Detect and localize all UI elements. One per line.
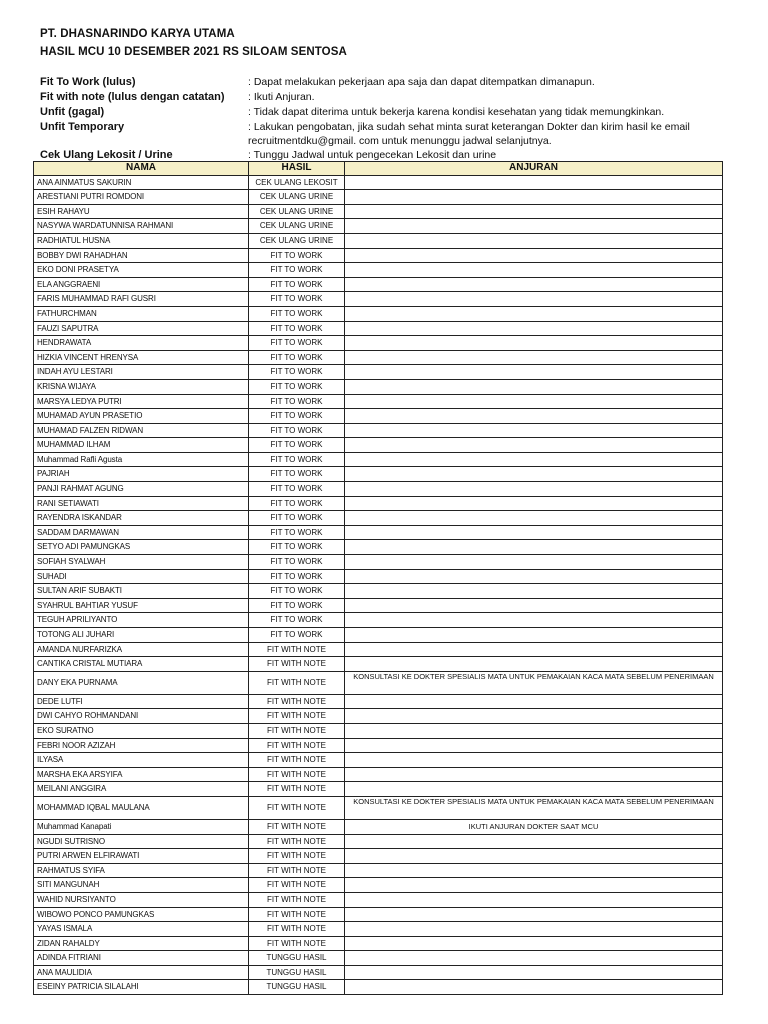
- advice-cell: [345, 849, 723, 864]
- name-cell: TEGUH APRILIYANTO: [34, 613, 249, 628]
- advice-cell: [345, 336, 723, 351]
- result-cell: CEK ULANG URINE: [249, 233, 345, 248]
- advice-cell: [345, 175, 723, 190]
- name-cell: Muhammad Kanapati: [34, 819, 249, 834]
- advice-cell: [345, 248, 723, 263]
- result-cell: FIT WITH NOTE: [249, 834, 345, 849]
- table-row: [34, 511, 723, 526]
- table-row: [34, 849, 723, 864]
- table-row: [34, 190, 723, 205]
- table-row: [34, 922, 723, 937]
- table-row: [34, 892, 723, 907]
- table-row: [34, 496, 723, 511]
- result-cell: FIT WITH NOTE: [249, 819, 345, 834]
- result-cell: FIT WITH NOTE: [249, 738, 345, 753]
- result-cell: FIT WITH NOTE: [249, 753, 345, 768]
- table-row: [34, 540, 723, 555]
- table-row: [34, 980, 723, 995]
- advice-cell: [345, 863, 723, 878]
- result-cell: FIT WITH NOTE: [249, 907, 345, 922]
- table-header-row: [34, 162, 723, 176]
- table-row: [34, 628, 723, 643]
- advice-cell: [345, 723, 723, 738]
- result-cell: FIT WITH NOTE: [249, 642, 345, 657]
- advice-cell: [345, 204, 723, 219]
- table-row: [34, 657, 723, 672]
- result-cell: FIT WITH NOTE: [249, 782, 345, 797]
- table-row: [34, 694, 723, 709]
- advice-cell: [345, 219, 723, 234]
- name-cell: NGUDI SUTRISNO: [34, 834, 249, 849]
- result-cell: FIT TO WORK: [249, 277, 345, 292]
- result-cell: FIT TO WORK: [249, 628, 345, 643]
- advice-cell: [345, 965, 723, 980]
- advice-cell: [345, 642, 723, 657]
- legend-desc-unfit-temp-cont: recruitmentdku@gmail. com untuk menunggu jadwal selanjutnya.: [248, 135, 552, 147]
- table-row: [34, 219, 723, 234]
- table-row: [34, 598, 723, 613]
- name-cell: WAHID NURSIYANTO: [34, 892, 249, 907]
- table-row: [34, 671, 723, 694]
- advice-cell: [345, 613, 723, 628]
- name-cell: EKO DONI PRASETYA: [34, 263, 249, 278]
- table-row: [34, 423, 723, 438]
- name-cell: FARIS MUHAMMAD RAFI GUSRI: [34, 292, 249, 307]
- advice-cell: [345, 525, 723, 540]
- result-cell: FIT WITH NOTE: [249, 723, 345, 738]
- table-row: [34, 767, 723, 782]
- name-cell: ESIH RAHAYU: [34, 204, 249, 219]
- name-cell: DANY EKA PURNAMA: [34, 671, 249, 694]
- name-cell: WIBOWO PONCO PAMUNGKAS: [34, 907, 249, 922]
- result-cell: FIT TO WORK: [249, 423, 345, 438]
- table-row: [34, 248, 723, 263]
- name-cell: FATHURCHMAN: [34, 306, 249, 321]
- result-cell: FIT TO WORK: [249, 511, 345, 526]
- table-row: [34, 467, 723, 482]
- name-cell: MUHAMMAD ILHAM: [34, 438, 249, 453]
- advice-cell: [345, 467, 723, 482]
- advice-cell: [345, 438, 723, 453]
- advice-cell: [345, 452, 723, 467]
- name-cell: SOFIAH SYALWAH: [34, 555, 249, 570]
- name-cell: ESEINY PATRICIA SILALAHI: [34, 980, 249, 995]
- name-cell: RAYENDRA ISKANDAR: [34, 511, 249, 526]
- table-row: [34, 175, 723, 190]
- advice-cell: [345, 980, 723, 995]
- result-cell: FIT WITH NOTE: [249, 671, 345, 694]
- result-cell: FIT WITH NOTE: [249, 936, 345, 951]
- table-row: [34, 233, 723, 248]
- name-cell: DWI CAHYO ROHMANDANI: [34, 709, 249, 724]
- result-cell: FIT TO WORK: [249, 263, 345, 278]
- result-cell: CEK ULANG URINE: [249, 204, 345, 219]
- table-row: [34, 204, 723, 219]
- column-header-hasil: HASIL: [249, 162, 345, 176]
- result-cell: FIT TO WORK: [249, 525, 345, 540]
- table-row: [34, 350, 723, 365]
- table-row: [34, 438, 723, 453]
- table-row: [34, 723, 723, 738]
- table-row: [34, 782, 723, 797]
- table-row: [34, 263, 723, 278]
- result-cell: TUNGGU HASIL: [249, 980, 345, 995]
- legend-label-fit: Fit To Work (lulus): [40, 76, 136, 88]
- table-row: [34, 379, 723, 394]
- advice-cell: KONSULTASI KE DOKTER SPESIALIS MATA UNTUK PEMAKAIAN KACA MATA SEBELUM PENERIMAAN: [345, 796, 723, 819]
- advice-cell: [345, 409, 723, 424]
- result-cell: FIT TO WORK: [249, 409, 345, 424]
- result-cell: FIT TO WORK: [249, 452, 345, 467]
- advice-cell: [345, 936, 723, 951]
- name-cell: Muhammad Rafli Agusta: [34, 452, 249, 467]
- advice-cell: IKUTI ANJURAN DOKTER SAAT MCU: [345, 819, 723, 834]
- advice-cell: [345, 782, 723, 797]
- result-cell: CEK ULANG URINE: [249, 219, 345, 234]
- name-cell: MEILANI ANGGIRA: [34, 782, 249, 797]
- table-row: [34, 569, 723, 584]
- table-row: [34, 796, 723, 819]
- name-cell: ILYASA: [34, 753, 249, 768]
- name-cell: SADDAM DARMAWAN: [34, 525, 249, 540]
- legend-desc-unfit-temp: : Lakukan pengobatan, jika sudah sehat minta surat keterangan Dokter dan kirim hasil ke email: [248, 121, 690, 133]
- name-cell: PUTRI ARWEN ELFIRAWATI: [34, 849, 249, 864]
- result-cell: CEK ULANG URINE: [249, 190, 345, 205]
- name-cell: MOHAMMAD IQBAL MAULANA: [34, 796, 249, 819]
- name-cell: DEDE LUTFI: [34, 694, 249, 709]
- advice-cell: [345, 423, 723, 438]
- company-title: PT. DHASNARINDO KARYA UTAMA: [40, 28, 235, 40]
- name-cell: YAYAS ISMALA: [34, 922, 249, 937]
- name-cell: MUHAMAD AYUN PRASETIO: [34, 409, 249, 424]
- name-cell: RANI SETIAWATI: [34, 496, 249, 511]
- advice-cell: [345, 767, 723, 782]
- table-row: [34, 452, 723, 467]
- table-row: [34, 951, 723, 966]
- result-cell: FIT TO WORK: [249, 336, 345, 351]
- advice-cell: [345, 379, 723, 394]
- legend-desc-fit-note: : Ikuti Anjuran.: [248, 91, 315, 103]
- name-cell: BOBBY DWI RAHADHAN: [34, 248, 249, 263]
- advice-cell: [345, 263, 723, 278]
- name-cell: FAUZI SAPUTRA: [34, 321, 249, 336]
- advice-cell: [345, 365, 723, 380]
- result-cell: FIT WITH NOTE: [249, 849, 345, 864]
- name-cell: KRISNA WIJAYA: [34, 379, 249, 394]
- advice-cell: [345, 628, 723, 643]
- table-row: [34, 321, 723, 336]
- result-cell: FIT TO WORK: [249, 569, 345, 584]
- result-cell: FIT TO WORK: [249, 584, 345, 599]
- result-cell: FIT WITH NOTE: [249, 709, 345, 724]
- advice-cell: [345, 321, 723, 336]
- table-row: [34, 878, 723, 893]
- table-row: [34, 753, 723, 768]
- document-subtitle: HASIL MCU 10 DESEMBER 2021 RS SILOAM SENTOSA: [40, 46, 347, 58]
- result-cell: FIT WITH NOTE: [249, 878, 345, 893]
- table-row: [34, 306, 723, 321]
- result-cell: FIT TO WORK: [249, 306, 345, 321]
- advice-cell: [345, 306, 723, 321]
- result-cell: FIT TO WORK: [249, 482, 345, 497]
- table-row: [34, 277, 723, 292]
- name-cell: MUHAMAD FALZEN RIDWAN: [34, 423, 249, 438]
- result-cell: FIT TO WORK: [249, 540, 345, 555]
- table-row: [34, 584, 723, 599]
- result-cell: FIT WITH NOTE: [249, 767, 345, 782]
- result-cell: FIT TO WORK: [249, 438, 345, 453]
- name-cell: PAJRIAH: [34, 467, 249, 482]
- name-cell: AMANDA NURFARIZKA: [34, 642, 249, 657]
- column-header-anjuran: ANJURAN: [345, 162, 723, 176]
- table-row: [34, 409, 723, 424]
- result-cell: FIT TO WORK: [249, 321, 345, 336]
- advice-cell: [345, 233, 723, 248]
- mcu-results-table: [33, 161, 723, 995]
- name-cell: CANTIKA CRISTAL MUTIARA: [34, 657, 249, 672]
- advice-cell: [345, 694, 723, 709]
- table-row: [34, 613, 723, 628]
- name-cell: ANA MAULIDIA: [34, 965, 249, 980]
- advice-cell: [345, 584, 723, 599]
- advice-cell: [345, 598, 723, 613]
- advice-cell: [345, 569, 723, 584]
- result-cell: FIT TO WORK: [249, 292, 345, 307]
- name-cell: FEBRI NOOR AZIZAH: [34, 738, 249, 753]
- name-cell: RAHMATUS SYIFA: [34, 863, 249, 878]
- advice-cell: [345, 834, 723, 849]
- result-cell: FIT WITH NOTE: [249, 922, 345, 937]
- table-row: [34, 907, 723, 922]
- advice-cell: [345, 709, 723, 724]
- advice-cell: [345, 496, 723, 511]
- name-cell: ARESTIANI PUTRI ROMDONI: [34, 190, 249, 205]
- advice-cell: [345, 922, 723, 937]
- table-row: [34, 642, 723, 657]
- name-cell: SITI MANGUNAH: [34, 878, 249, 893]
- result-cell: FIT TO WORK: [249, 379, 345, 394]
- advice-cell: [345, 738, 723, 753]
- advice-cell: [345, 907, 723, 922]
- name-cell: SETYO ADI PAMUNGKAS: [34, 540, 249, 555]
- legend-desc-cek-ulang: : Tunggu Jadwal untuk pengecekan Lekosit dan urine: [248, 149, 497, 161]
- name-cell: ADINDA FITRIANI: [34, 951, 249, 966]
- table-row: [34, 834, 723, 849]
- table-row: [34, 819, 723, 834]
- result-cell: FIT TO WORK: [249, 248, 345, 263]
- advice-cell: [345, 657, 723, 672]
- advice-cell: [345, 892, 723, 907]
- advice-cell: [345, 540, 723, 555]
- table-row: [34, 863, 723, 878]
- table-row: [34, 525, 723, 540]
- result-cell: FIT WITH NOTE: [249, 863, 345, 878]
- result-cell: FIT TO WORK: [249, 555, 345, 570]
- advice-cell: KONSULTASI KE DOKTER SPESIALIS MATA UNTUK PEMAKAIAN KACA MATA SEBELUM PENERIMAAN: [345, 671, 723, 694]
- legend-label-cek-ulang: Cek Ulang Lekosit / Urine: [40, 149, 173, 161]
- result-cell: FIT TO WORK: [249, 467, 345, 482]
- advice-cell: [345, 350, 723, 365]
- table-row: [34, 709, 723, 724]
- table-row: [34, 365, 723, 380]
- table-row: [34, 292, 723, 307]
- advice-cell: [345, 878, 723, 893]
- advice-cell: [345, 277, 723, 292]
- legend-label-fit-note: Fit with note (lulus dengan catatan): [40, 91, 225, 103]
- legend-label-unfit: Unfit (gagal): [40, 106, 105, 118]
- result-cell: FIT WITH NOTE: [249, 796, 345, 819]
- legend-desc-fit: : Dapat melakukan pekerjaan apa saja dan dapat ditempatkan dimanapun.: [248, 76, 595, 88]
- advice-cell: [345, 394, 723, 409]
- result-cell: FIT WITH NOTE: [249, 657, 345, 672]
- advice-cell: [345, 753, 723, 768]
- table-row: [34, 738, 723, 753]
- table-row: [34, 336, 723, 351]
- advice-cell: [345, 555, 723, 570]
- name-cell: TOTONG ALI JUHARI: [34, 628, 249, 643]
- name-cell: SYAHRUL BAHTIAR YUSUF: [34, 598, 249, 613]
- table-row: [34, 555, 723, 570]
- name-cell: INDAH AYU LESTARI: [34, 365, 249, 380]
- result-cell: FIT TO WORK: [249, 365, 345, 380]
- advice-cell: [345, 292, 723, 307]
- table-row: [34, 482, 723, 497]
- legend-desc-unfit: : Tidak dapat diterima untuk bekerja karena kondisi kesehatan yang tidak memungkinkan.: [248, 106, 665, 118]
- name-cell: HENDRAWATA: [34, 336, 249, 351]
- table-row: [34, 936, 723, 951]
- name-cell: HIZKIA VINCENT HRENYSA: [34, 350, 249, 365]
- name-cell: EKO SURATNO: [34, 723, 249, 738]
- name-cell: SUHADI: [34, 569, 249, 584]
- name-cell: SULTAN ARIF SUBAKTI: [34, 584, 249, 599]
- result-cell: FIT TO WORK: [249, 496, 345, 511]
- result-cell: FIT TO WORK: [249, 598, 345, 613]
- column-header-nama: NAMA: [34, 162, 249, 176]
- result-cell: FIT WITH NOTE: [249, 892, 345, 907]
- name-cell: ZIDAN RAHALDY: [34, 936, 249, 951]
- result-cell: FIT TO WORK: [249, 350, 345, 365]
- name-cell: MARSHA EKA ARSYIFA: [34, 767, 249, 782]
- name-cell: ANA AINMATUS SAKURIN: [34, 175, 249, 190]
- result-cell: FIT WITH NOTE: [249, 694, 345, 709]
- result-cell: FIT TO WORK: [249, 394, 345, 409]
- name-cell: NASYWA WARDATUNNISA RAHMANI: [34, 219, 249, 234]
- table-row: [34, 965, 723, 980]
- result-cell: TUNGGU HASIL: [249, 965, 345, 980]
- advice-cell: [345, 951, 723, 966]
- result-cell: CEK ULANG LEKOSIT: [249, 175, 345, 190]
- advice-cell: [345, 190, 723, 205]
- result-cell: TUNGGU HASIL: [249, 951, 345, 966]
- table-row: [34, 394, 723, 409]
- legend-label-unfit-temp: Unfit Temporary: [40, 121, 125, 133]
- name-cell: ELA ANGGRAENI: [34, 277, 249, 292]
- name-cell: PANJI RAHMAT AGUNG: [34, 482, 249, 497]
- result-cell: FIT TO WORK: [249, 613, 345, 628]
- name-cell: MARSYA LEDYA PUTRI: [34, 394, 249, 409]
- advice-cell: [345, 482, 723, 497]
- name-cell: RADHIATUL HUSNA: [34, 233, 249, 248]
- advice-cell: [345, 511, 723, 526]
